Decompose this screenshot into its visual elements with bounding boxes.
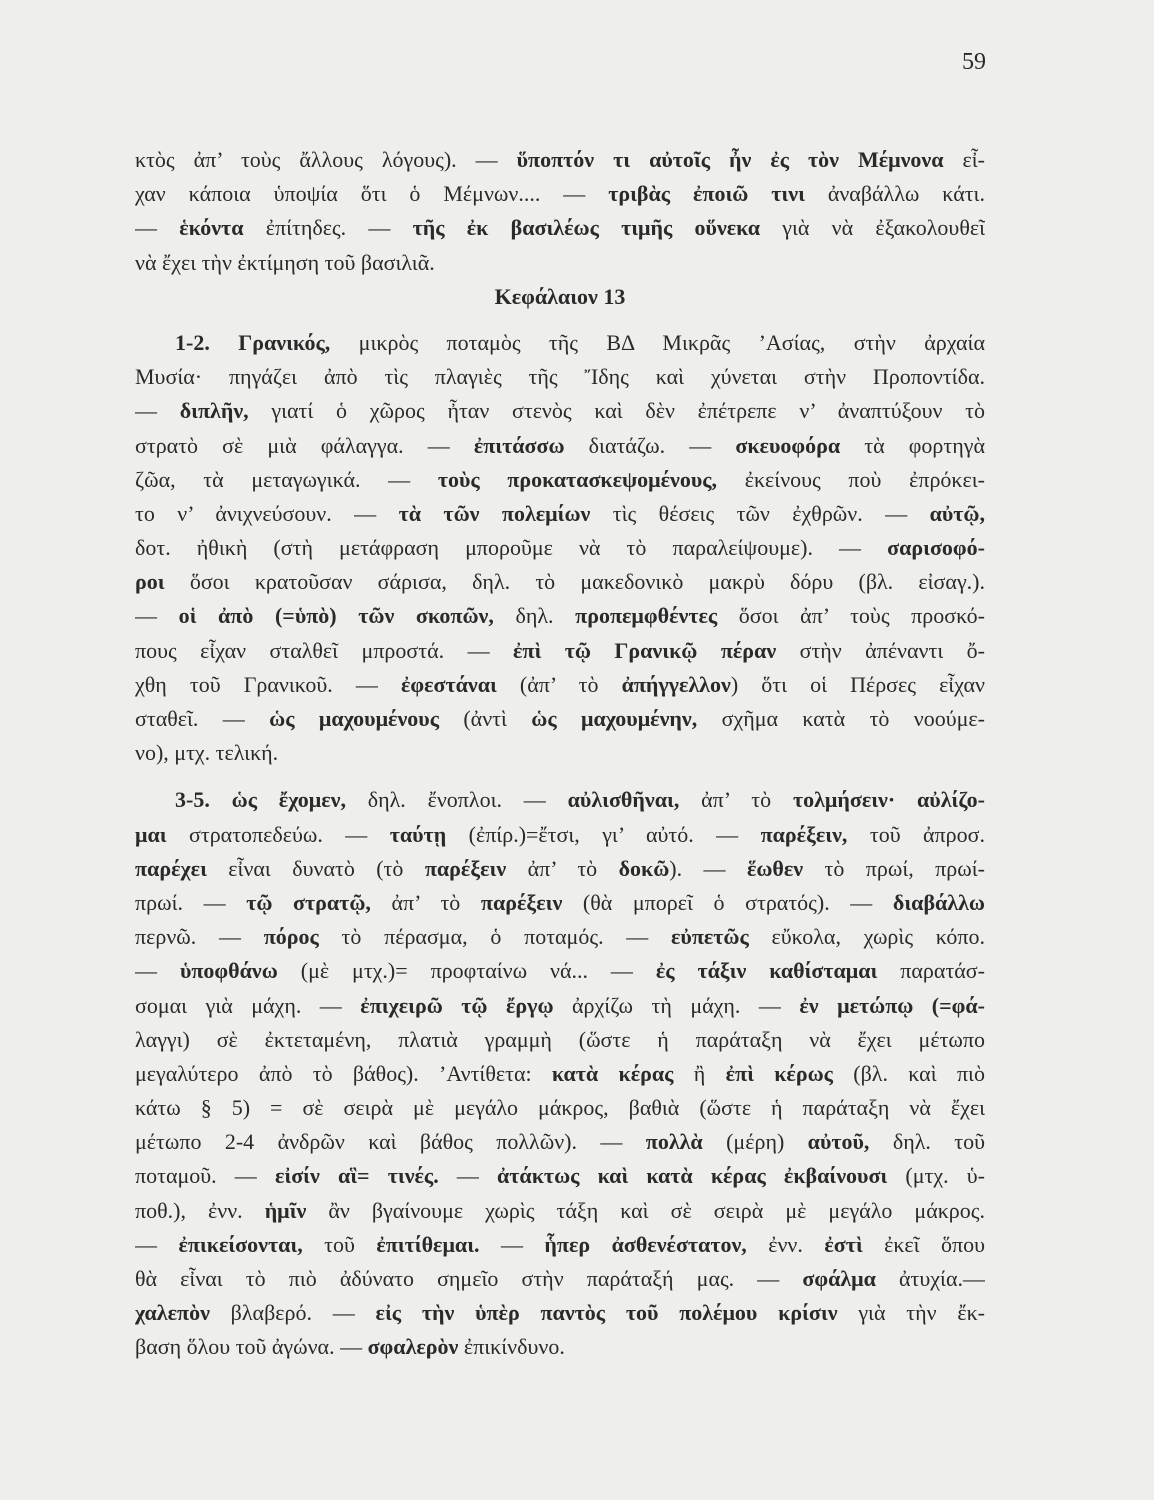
text-run: ) ὅτι οἱ Πέρσες εἶχαν [730,671,985,697]
bold-term: διπλῆν, [179,398,249,424]
bold-term: αὐτοῦ, [807,1129,870,1155]
text-run: ὅσοι ἀπ’ τοὺς προσκό- [717,603,985,629]
text-run: ἀπ’ τὸ [370,889,481,915]
text-line [135,818,985,852]
text-run: εὔκολα, χωρὶς κόπο. [748,924,985,950]
text-run: γιατί ὁ χῶρος ἦταν στενὸς καὶ δὲν ἐπέτρεπε ν’ ἀναπτύξουν τὸ [248,398,985,424]
text-run: περνῶ. — [135,924,264,950]
text-line [135,1091,985,1125]
bold-term: οἱ ἀπὸ (=ὑπὸ) τῶν σκοπῶν, [178,603,494,629]
text-line [135,1228,985,1262]
bold-term: τῆς ἐκ βασιλέως τιμῆς οὕνεκα [412,215,761,241]
text-run: ἐπίτηδες. — [243,215,413,241]
bold-term: πολλὰ [645,1129,703,1155]
bold-term: ἧπερ ἀσθενέστατον, [544,1231,747,1257]
text-run: ἀπ’ τὸ [679,787,793,813]
text-run: ὅσοι κρατοῦσαν σάρισα, δηλ. τὸ μακεδονικὸ μακρὺ δόρυ (βλ. εἰσαγ.). [164,569,985,595]
text-run: μικρὸς ποταμὸς τῆς ΒΔ Μικρᾶς ’Ασίας, στὴν ἀρχαία [330,329,985,355]
bold-term: χαλεπὸν [135,1300,210,1326]
text-run: εἶναι δυνατὸ (τὸ [206,855,425,881]
text-run: — [135,1231,179,1257]
text-run: βλαβερό. — [209,1300,376,1326]
text-run: (βλ. καὶ πιὸ [832,1060,985,1086]
bold-term: ροι [135,569,165,595]
bold-term: ἐς τάξιν καθίσταμαι [655,958,878,984]
text-run: τὶς θέσεις τῶν ἐχθρῶν. — [590,500,930,526]
text-run: χθη τοῦ Γρανικοῦ. — [135,671,401,697]
bold-term: εἰσίν αἳ= τινές. [274,1163,439,1189]
text-line [135,954,985,988]
text-line [135,852,985,886]
bold-term: ὡς μαχουμένην, [531,706,698,731]
text-line [135,429,985,463]
text-line [135,1330,985,1364]
bold-term: ἐφεστάναι [400,671,497,697]
bold-term: ὑποφθάνω [179,958,278,984]
text-run: (μὲ μτχ.)= προφταίνω νά... — [277,958,656,984]
text-run: (μτχ. ὑ- [887,1163,985,1189]
text-run: σομαι γιὰ μάχη. — [135,992,361,1018]
bold-term: 1-2. Γρανικός, [175,329,331,355]
text-run: δοτ. ἠθικὴ (στὴ μετάφραση μποροῦμε νὰ τὸ παραλείψουμε). — [135,535,888,561]
bold-term: εὐπετῶς [671,924,749,950]
text-run: γιὰ τὴν ἔκ- [837,1300,985,1326]
text-run: (μέρη) [702,1129,808,1155]
text-line [135,1194,985,1228]
text-run: ἐκεῖ ὅπου [862,1231,985,1257]
text-run: ἢ [673,1060,726,1086]
text-run: δηλ. [493,603,576,629]
bold-term: ἑκόντα [179,215,244,241]
text-line [135,668,985,702]
bold-term: ἀτάκτως καὶ κατὰ κέρας ἐκβαίνουσι [497,1163,888,1189]
bold-term: 3-5. ὡς ἔχομεν, [175,787,346,813]
bold-term: ἐν μετώπῳ (=φά- [799,992,985,1018]
bold-term: ἐπιτίθεμαι. [376,1231,480,1257]
text-run: σχῆμα κατὰ τὸ νοούμε- [697,706,985,731]
bold-term: σφάλμα [802,1266,876,1291]
bold-term: ἡμῖν [264,1197,307,1223]
text-run: — [135,215,180,241]
bold-term: ἐπικείσονται, [178,1231,303,1257]
text-line [135,1023,985,1057]
text-run: σταθεῖ. — [135,706,270,731]
text-run: τὰ φορτηγὰ [840,432,985,458]
bold-term: ἐπὶ τῷ Γρανικῷ πέραν [513,637,777,663]
text-line [135,497,985,531]
paragraph-section-3-5 [135,783,985,1364]
bold-term: τοὺς προκατασκεψομένους, [437,466,718,492]
text-run: (ἀντὶ [438,706,532,731]
bold-term: σαρισοφό- [887,535,985,561]
text-run: στρατοπεδεύω. — [166,821,390,847]
bold-term: δοκῶ [618,855,670,881]
bold-term: ὕποπτόν τι αὐτοῖς ἦν ἐς τὸν Μέμνονα [516,147,944,172]
text-run: εἶ- [943,147,985,172]
text-run: τὸ πρωί, πρωί- [803,855,985,881]
text-run: (θὰ μπορεῖ ὁ στρατός). — [562,889,893,915]
text-run: τοῦ ἀπροσ. [847,821,985,847]
text-line [135,326,985,360]
text-run: (ἐπίρ.)=ἔτσι, γι’ αὐτό. — [446,821,761,847]
paragraph-continuation [135,143,985,280]
text-run: βαση ὅλου τοῦ ἀγώνα. — [135,1334,368,1360]
text-run: μεγαλύτερο ἀπὸ τὸ βάθος). ’Αντίθετα: [135,1060,552,1086]
text-run: ). — [669,855,747,881]
text-line [135,1125,985,1159]
bold-term: ἀπήγγελλον [621,671,731,697]
text-run: πρωί. — [135,889,247,915]
bold-term: ἕωθεν [746,855,804,881]
bold-term: σφαλερὸν [367,1334,459,1360]
text-run: ἀπ’ τὸ [506,855,619,881]
bold-term: τῷ στρατῷ, [246,889,371,915]
text-line [135,989,985,1023]
text-line [135,736,985,770]
text-line [135,634,985,668]
bold-term: ὡς μαχουμένους [269,706,439,731]
text-line [135,1057,985,1091]
text-run: ἀρχίζω τὴ μάχη. — [553,992,800,1018]
text-run: δηλ. τοῦ [869,1129,985,1155]
bold-term: παρέξειν [424,855,507,881]
text-line [135,531,985,565]
bold-term: κατὰ κέρας [551,1060,674,1086]
text-run: — [135,398,180,424]
text-line [135,177,985,211]
text-line [135,565,985,599]
text-run: το ν’ ἀνιχνεύσουν. — [135,500,399,526]
text-line [135,783,985,817]
bold-term: παρέχει [135,855,207,881]
text-run: νὰ ἔχει τὴν ἐκτίμηση τοῦ βασιλιᾶ. [135,249,435,275]
text-run: τοῦ [302,1231,377,1257]
text-run: θὰ εἶναι τὸ πιὸ ἀδύνατο σημεῖο στὴν παράταξή μας. — [135,1266,803,1291]
text-line [135,211,985,245]
text-run: στρατὸ σὲ μιὰ φάλαγγα. — [135,432,474,458]
text-run: ἀναβάλλω κάτι. [804,181,985,207]
text-run: διατάζω. — [564,432,736,458]
text-line [135,394,985,428]
text-run: ποταμοῦ. — [135,1163,275,1189]
bold-term: διαβάλλω [892,889,985,915]
bold-term: ἐπιχειρῶ τῷ ἔργῳ [360,992,554,1018]
bold-term: εἰς τὴν ὑπὲρ παντὸς τοῦ πολέμου κρίσιν [375,1300,838,1326]
bold-term: ἐστὶ [824,1231,863,1257]
text-run: — [438,1163,498,1189]
text-run: Μυσία· πηγάζει ἀπὸ τὶς πλαγιὲς τῆς Ἴδης καὶ χύνεται στὴν Προποντίδα. [135,364,985,390]
text-line [135,886,985,920]
text-run: παρατάσ- [877,958,985,984]
text-run: κάτω § 5) = σὲ σειρὰ μὲ μεγάλο μάκρος, βαθιὰ (ὥστε ἡ παράταξη νὰ ἔχει [135,1095,985,1121]
text-run: πους εἶχαν σταλθεῖ μπροστά. — [135,637,514,663]
text-run: ἐκείνους ποὺ ἐπρόκει- [717,466,985,492]
text-run: λαγγι) σὲ ἐκτεταμένη, πλατιὰ γραμμὴ (ὥστε ἡ παράταξη νὰ ἔχει μέτωπο [135,1026,985,1052]
text-run: στὴν ἀπέναντι ὄ- [776,637,985,663]
bold-term: παρέξειν, [760,821,848,847]
text-run: τὸ πέρασμα, ὁ ποταμός. — [318,924,672,950]
chapter-heading: Κεφάλαιον 13 [494,283,626,309]
text-run: δηλ. ἔνοπλοι. — [345,787,568,813]
text-line [135,360,985,394]
bold-term: ἐπὶ κέρως [725,1060,833,1086]
text-run: ἂν βγαίνουμε χωρὶς τάξη καὶ σὲ σειρὰ μὲ μεγάλο μάκρος. [306,1197,985,1223]
text-line [135,246,985,280]
text-line [135,143,985,177]
text-run: ποθ.), ἐνν. [135,1197,265,1223]
text-line [135,920,985,954]
text-line [135,1296,985,1330]
text-run: κτὸς ἀπ’ τοὺς ἄλλους λόγους). — [135,147,517,172]
text-line [135,599,985,633]
text-block [135,143,985,1365]
text-run: χαν κάποια ὑποψία ὅτι ὁ Μέμνων.... — [135,181,609,207]
bold-term: μαι [135,821,167,847]
bold-term: τριβὰς ἐποιῶ τινι [608,181,805,207]
bold-term: τὰ τῶν πολεμίων [398,500,591,526]
text-line [135,463,985,497]
page-number: 59 [962,49,986,75]
bold-term: αὐλισθῆναι, [567,787,680,813]
bold-term: ἐπιτάσσω [473,432,565,458]
bold-term: τολμήσειν· αὐλίζο- [792,787,985,813]
text-run: γιὰ νὰ ἐξακολουθεῖ [760,215,985,241]
text-run: ἀτυχία.— [875,1266,985,1291]
text-run: (ἀπ’ τὸ [496,671,622,697]
text-line [135,1159,985,1193]
text-run: — [479,1231,545,1257]
bold-term: ταύτῃ [389,821,447,847]
text-line [135,1262,985,1296]
text-run: — [135,603,179,629]
bold-term: αὐτῷ, [929,500,985,526]
text-line [135,702,985,736]
paragraph-section-1-2 [135,326,985,770]
text-run: νο), μτχ. τελική. [135,740,279,766]
text-run: ἐπικίνδυνο. [458,1334,565,1360]
bold-term: πόρος [263,924,319,950]
text-run: ἐνν. [746,1231,825,1257]
bold-term: προπεμφθέντες [575,603,718,629]
text-run: ζῶα, τὰ μεταγωγικά. — [135,466,438,492]
text-run: μέτωπο 2-4 ἀνδρῶν καὶ βάθος πολλῶν). — [135,1129,646,1155]
text-run: — [135,958,180,984]
bold-term: σκευοφόρα [735,432,841,458]
bold-term: παρέξειν [480,889,563,915]
